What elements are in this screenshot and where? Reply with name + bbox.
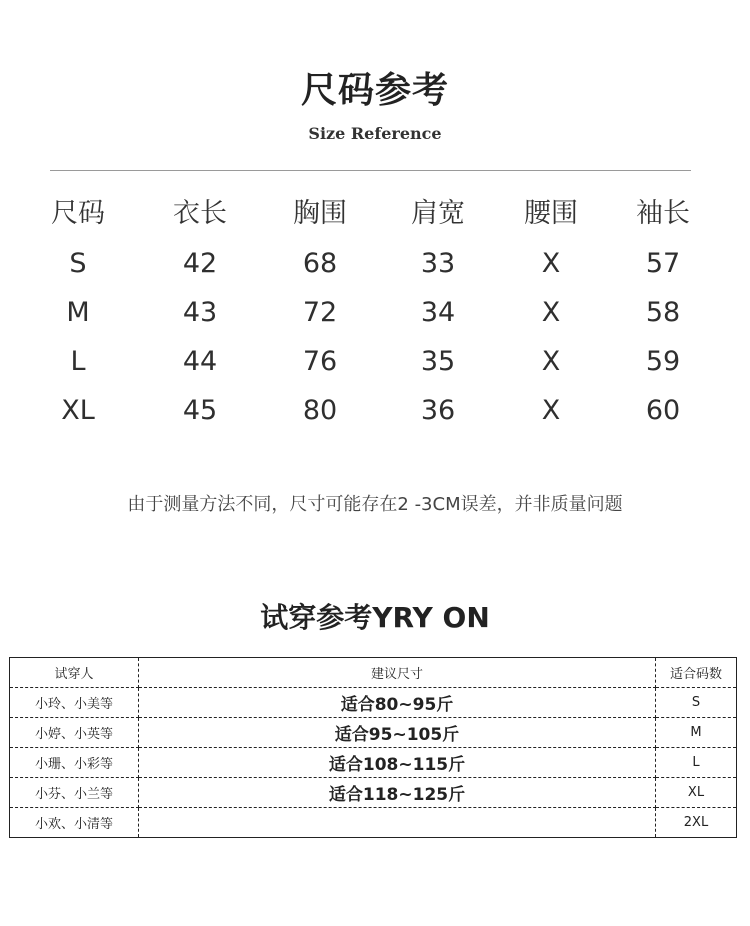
fit-size-cell: S: [656, 688, 737, 718]
chest-cell: 76: [302, 346, 338, 377]
size-cell: M: [66, 297, 90, 328]
table-row: [10, 778, 737, 808]
shoulder-cell: 36: [420, 395, 456, 426]
sleeve-cell: 60: [645, 395, 681, 426]
length-cell: 45: [182, 395, 218, 426]
column-header: 适合码数: [656, 658, 737, 688]
waist-cell: X: [541, 248, 561, 279]
fit-size-cell: XL: [656, 778, 737, 808]
sleeve-cell: 57: [645, 248, 681, 279]
recommended-size-cell: 适合108~115斤: [139, 748, 656, 778]
fit-size-cell: M: [656, 718, 737, 748]
shoulder-cell: 34: [420, 297, 456, 328]
chest-cell: 68: [302, 248, 338, 279]
waist-cell: X: [541, 346, 561, 377]
size-cell: S: [69, 248, 87, 279]
recommended-size-cell: 适合95~105斤: [139, 718, 656, 748]
table-row: [0, 387, 750, 435]
table-row: [10, 808, 737, 838]
size-cell: L: [70, 346, 86, 377]
shoulder-cell: 33: [420, 248, 456, 279]
measurement-note: 由于测量方法不同，尺寸可能存在2 -3CM误差，并非质量问题: [127, 494, 623, 515]
waist-cell: X: [541, 297, 561, 328]
page-title: 尺码参考: [300, 70, 449, 111]
tester-cell: 小婷、小英等: [10, 718, 139, 748]
recommended-size-cell: [139, 808, 656, 838]
table-row: [0, 240, 750, 288]
chest-cell: 72: [302, 297, 338, 328]
shoulder-cell: 35: [420, 346, 456, 377]
title-divider: [50, 170, 691, 171]
size-table-header: [0, 190, 750, 238]
table-row: [10, 748, 737, 778]
tester-cell: 小欢、小清等: [10, 808, 139, 838]
table-row: [0, 289, 750, 337]
column-header: 尺码: [51, 198, 105, 229]
sleeve-cell: 58: [645, 297, 681, 328]
column-header: 胸围: [293, 198, 347, 229]
column-header: 衣长: [173, 198, 227, 229]
size-cell: XL: [61, 395, 95, 426]
tryon-table: [9, 657, 737, 838]
length-cell: 43: [182, 297, 218, 328]
column-header: 肩宽: [411, 198, 465, 229]
tryon-title: 试穿参考YRY ON: [260, 601, 490, 634]
recommended-size-cell: 适合80~95斤: [139, 688, 656, 718]
sleeve-cell: 59: [645, 346, 681, 377]
tryon-header-row: [10, 658, 737, 688]
table-row: [10, 718, 737, 748]
length-cell: 42: [182, 248, 218, 279]
tester-cell: 小玲、小美等: [10, 688, 139, 718]
waist-cell: X: [541, 395, 561, 426]
column-header: 试穿人: [10, 658, 139, 688]
tester-cell: 小珊、小彩等: [10, 748, 139, 778]
table-row: [0, 338, 750, 386]
fit-size-cell: L: [656, 748, 737, 778]
chest-cell: 80: [302, 395, 338, 426]
length-cell: 44: [182, 346, 218, 377]
recommended-size-cell: 适合118~125斤: [139, 778, 656, 808]
column-header: 建议尺寸: [139, 658, 656, 688]
page-subtitle: Size Reference: [308, 124, 442, 143]
fit-size-cell: 2XL: [656, 808, 737, 838]
column-header: 袖长: [636, 198, 690, 229]
tester-cell: 小芬、小兰等: [10, 778, 139, 808]
table-row: [10, 688, 737, 718]
column-header: 腰围: [524, 198, 578, 229]
